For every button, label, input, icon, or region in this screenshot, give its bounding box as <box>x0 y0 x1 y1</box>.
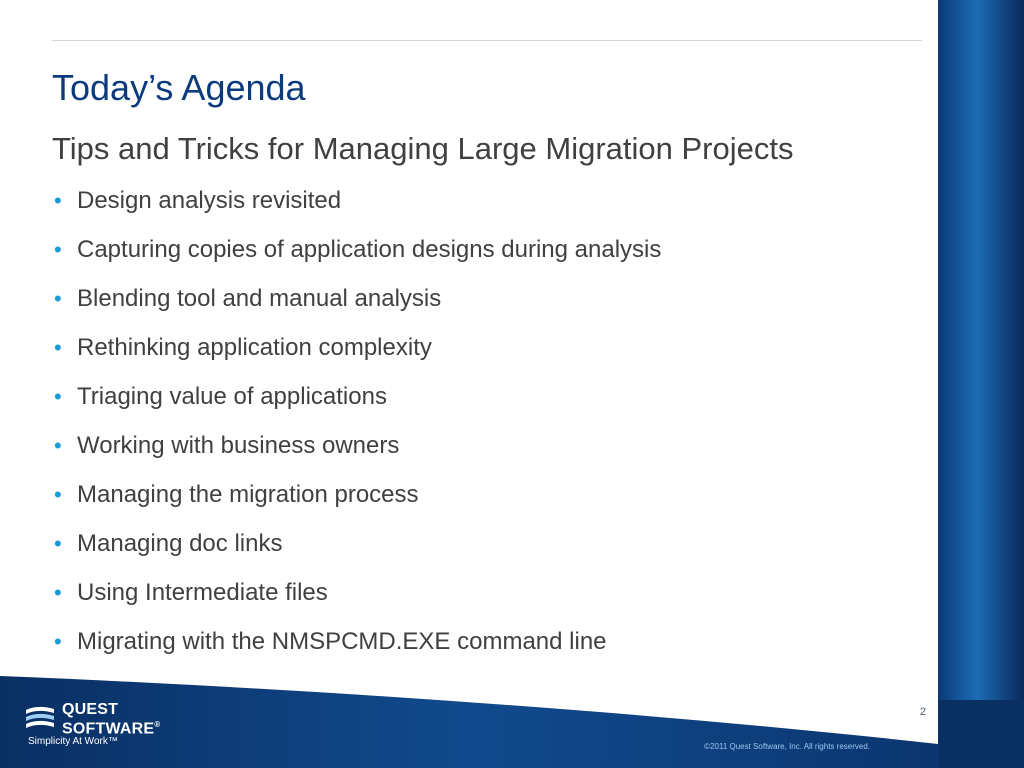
bullet-dot: • <box>54 531 62 556</box>
bullet-dot: • <box>54 580 62 605</box>
logo-wordmark <box>62 702 160 736</box>
bullet-text: Migrating with the NMSPCMD.EXE command line <box>77 628 607 655</box>
bullet-dot: • <box>54 482 62 507</box>
page-number: 2 <box>919 706 926 718</box>
slide-subtitle: Tips and Tricks for Managing Large Migration Projects <box>52 131 794 166</box>
bullet-dot: • <box>54 433 62 458</box>
bullet-item <box>52 474 661 523</box>
bottom-right-corner <box>938 700 1024 768</box>
bullet-item <box>52 621 661 670</box>
bullet-item <box>52 327 661 376</box>
bullet-text: Rethinking application complexity <box>77 334 432 361</box>
logo-line-2-text: SOFTWARE <box>62 720 155 738</box>
bullet-text: Design analysis revisited <box>77 187 342 214</box>
copyright-notice: ©2011 Quest Software, Inc. All rights reserved. <box>704 742 870 751</box>
bullet-text: Working with business owners <box>77 432 400 459</box>
quest-logo-icon <box>24 704 58 732</box>
logo-line-2 <box>62 717 160 736</box>
bullet-text: Using Intermediate files <box>77 579 328 606</box>
right-blue-band <box>938 0 1024 768</box>
logo-line-1: QUEST <box>62 701 119 718</box>
bullet-item <box>52 278 661 327</box>
bullet-list <box>52 180 661 670</box>
bullet-item <box>52 376 661 425</box>
bullet-item <box>52 229 661 278</box>
bullet-dot: • <box>54 188 62 213</box>
bullet-item <box>52 180 661 229</box>
quest-software-logo <box>22 700 202 752</box>
bullet-text: Managing doc links <box>77 530 283 557</box>
registered-mark: ® <box>154 720 161 729</box>
logo-tagline: Simplicity At Work™ <box>28 736 118 747</box>
bullet-text: Capturing copies of application designs during analysis <box>77 236 662 263</box>
bullet-item <box>52 572 661 621</box>
top-divider <box>52 40 922 41</box>
bullet-item <box>52 425 661 474</box>
slide-title: Today’s Agenda <box>52 67 306 108</box>
bullet-dot: • <box>54 629 62 654</box>
bullet-text: Blending tool and manual analysis <box>77 285 442 312</box>
bullet-dot: • <box>54 286 62 311</box>
bullet-text: Managing the migration process <box>77 481 419 508</box>
bullet-dot: • <box>54 384 62 409</box>
bullet-text: Triaging value of applications <box>77 383 387 410</box>
bullet-dot: • <box>54 237 62 262</box>
bullet-item <box>52 523 661 572</box>
bullet-dot: • <box>54 335 62 360</box>
